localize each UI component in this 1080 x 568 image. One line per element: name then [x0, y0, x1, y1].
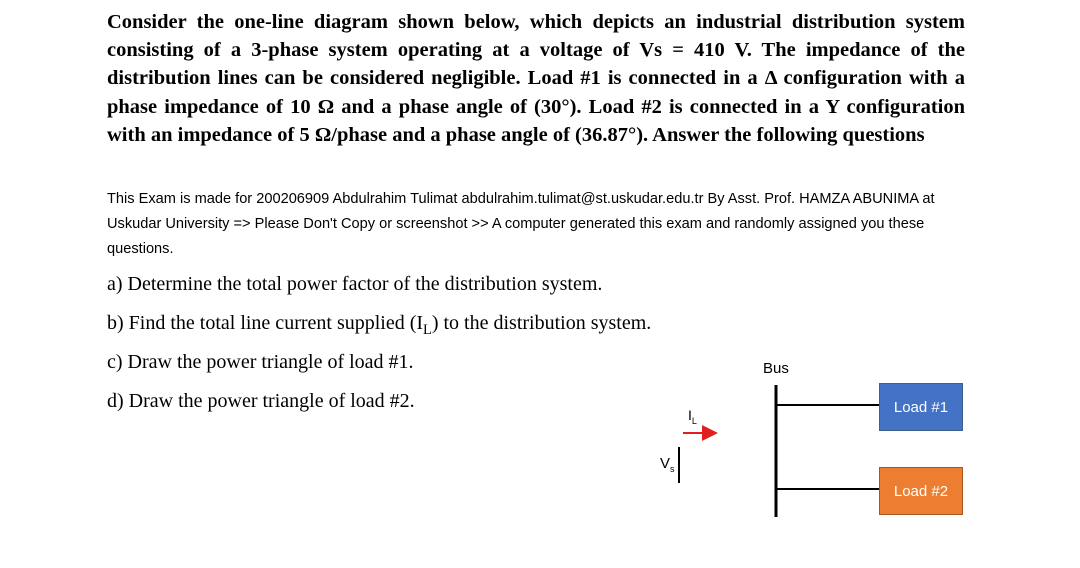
load-1-box: Load #1	[879, 383, 963, 431]
question-b-prefix: b) Find the total line current supplied (I	[107, 312, 424, 334]
question-b-subscript: L	[423, 322, 432, 338]
problem-statement: Consider the one-line diagram shown below, which depicts an industrial distribution system consisting of a 3-phase system operating at a voltage of Vs = 410 V. The impedance of the distribution lines can be considered negligible. Load #1 is connected in a Δ configuration with a phase impedance of 10 Ω and a phase angle of (30°). Load #2 is connected in a Y configuration with an impedance of 5 Ω/phase and a phase angle of (36.87°). Answer the following questions	[107, 11, 965, 146]
question-a: a) Determine the total power factor of the distribution system.	[107, 273, 603, 295]
exam-notice: This Exam is made for 200206909 Abdulrahim Tulimat abdulrahim.tulimat@st.uskudar.edu.tr By Asst. Prof. HAMZA ABUNIMA at Uskudar University => Please Don't Copy or screenshot >> A computer generated this exam and randomly assigned you these questions.	[107, 191, 935, 257]
question-c: c) Draw the power triangle of load #1.	[107, 351, 414, 373]
question-b-suffix: ) to the distribution system.	[431, 312, 652, 334]
line-current-label: $I_L$	[688, 407, 697, 426]
load-2-box: Load #2	[879, 467, 963, 515]
bus-label: Bus	[763, 360, 789, 377]
source-voltage-label: $V_s$	[660, 455, 675, 474]
question-d: d) Draw the power triangle of load #2.	[107, 390, 415, 412]
